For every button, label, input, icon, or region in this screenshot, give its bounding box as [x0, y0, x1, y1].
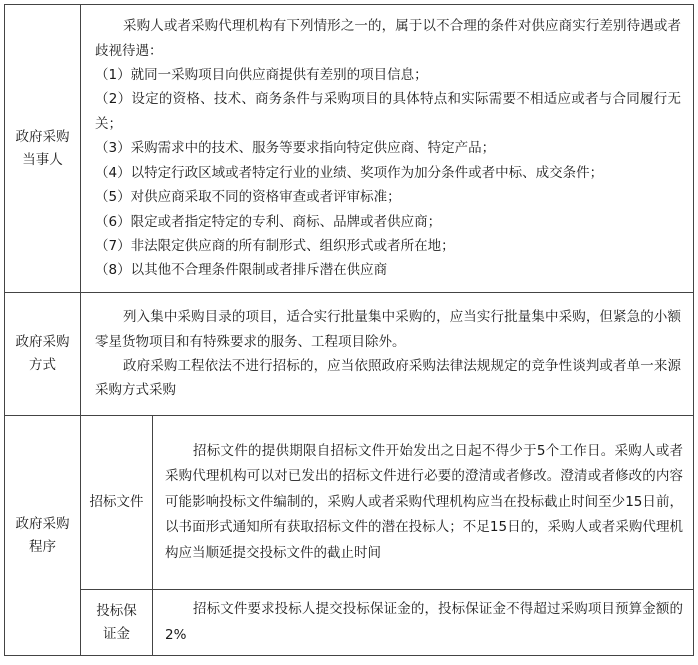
paragraph: 招标文件要求投标人提交投标保证金的，投标保证金不得超过采购项目预算金额的2%: [165, 601, 683, 643]
row-content: [81, 293, 694, 416]
sub-label: 招标文件: [89, 494, 144, 510]
list-item: （5）对供应商采取不同的资格审查或者评审标准；: [95, 189, 401, 206]
list-item: （2）设定的资格、技术、商务条件与采购项目的具体特点和实际需要不相适应或者与合同履行无关；: [95, 91, 681, 132]
list-item: （6）限定或者指定特定的专利、商标、品牌或者供应商；: [95, 213, 442, 230]
row-content: [81, 5, 694, 293]
row-label: 政府采购方式: [15, 334, 70, 373]
paragraph: 采购人或者采购代理机构有下列情形之一的，属于以不合理的条件对供应商实行差别待遇或者歧视待遇：: [95, 18, 681, 59]
regulation-table: [4, 4, 694, 656]
sub-content: [153, 416, 694, 590]
paragraph: 政府采购工程依法不进行招标的，应当依照政府采购法律法规规定的竞争性谈判或者单一来源采购方式采购: [95, 358, 681, 399]
sub-label-cell: [81, 416, 153, 590]
sub-content: [153, 590, 694, 656]
paragraph: 列入集中采购目录的项目，适合实行批量集中采购的，应当实行批量集中采购，但紧急的小额零星货物项目和有特殊要求的服务、工程项目除外。: [95, 309, 681, 350]
sub-label: 投标保证金: [96, 602, 137, 642]
row-label-cell: [5, 5, 81, 293]
row-label: 政府采购当事人: [15, 128, 70, 168]
list-item: （8）以其他不合理条件限制或者排斥潜在供应商: [95, 262, 388, 279]
list-item: （4）以特定行政区域或者特定行业的业绩、奖项作为加分条件或者中标、成交条件；: [95, 164, 604, 181]
table-row: [5, 590, 694, 656]
list-item: （1）就同一采购项目向供应商提供有差别的项目信息；: [95, 67, 428, 84]
row-label-cell: [5, 293, 81, 416]
paragraph: 招标文件的提供期限自招标文件开始发出之日起不得少于5个工作日。采购人或者采购代理机构可以对已发出的招标文件进行必要的澄清或者修改。澄清或者修改的内容可能影响投标文件编制的，采购人或者采购代理机构应当在投标截止时间至少15日前，以书面形式通知所有获取招标文件的潜在投标人；不足15日的，采购人或者采购代理机构应当顺延提交投标文件的截止时间: [165, 442, 683, 561]
list-item: （3）采购需求中的技术、服务等要求指向特定供应商、特定产品；: [95, 140, 496, 157]
list-item: （7）非法限定供应商的所有制形式、组织形式或者所在地；: [95, 237, 455, 254]
sub-label-cell: [81, 590, 153, 656]
table-row: [5, 416, 694, 590]
table-row: [5, 293, 694, 416]
row-label-cell: [5, 416, 81, 656]
table-row: [5, 5, 694, 293]
row-label: 政府采购程序: [15, 515, 70, 555]
